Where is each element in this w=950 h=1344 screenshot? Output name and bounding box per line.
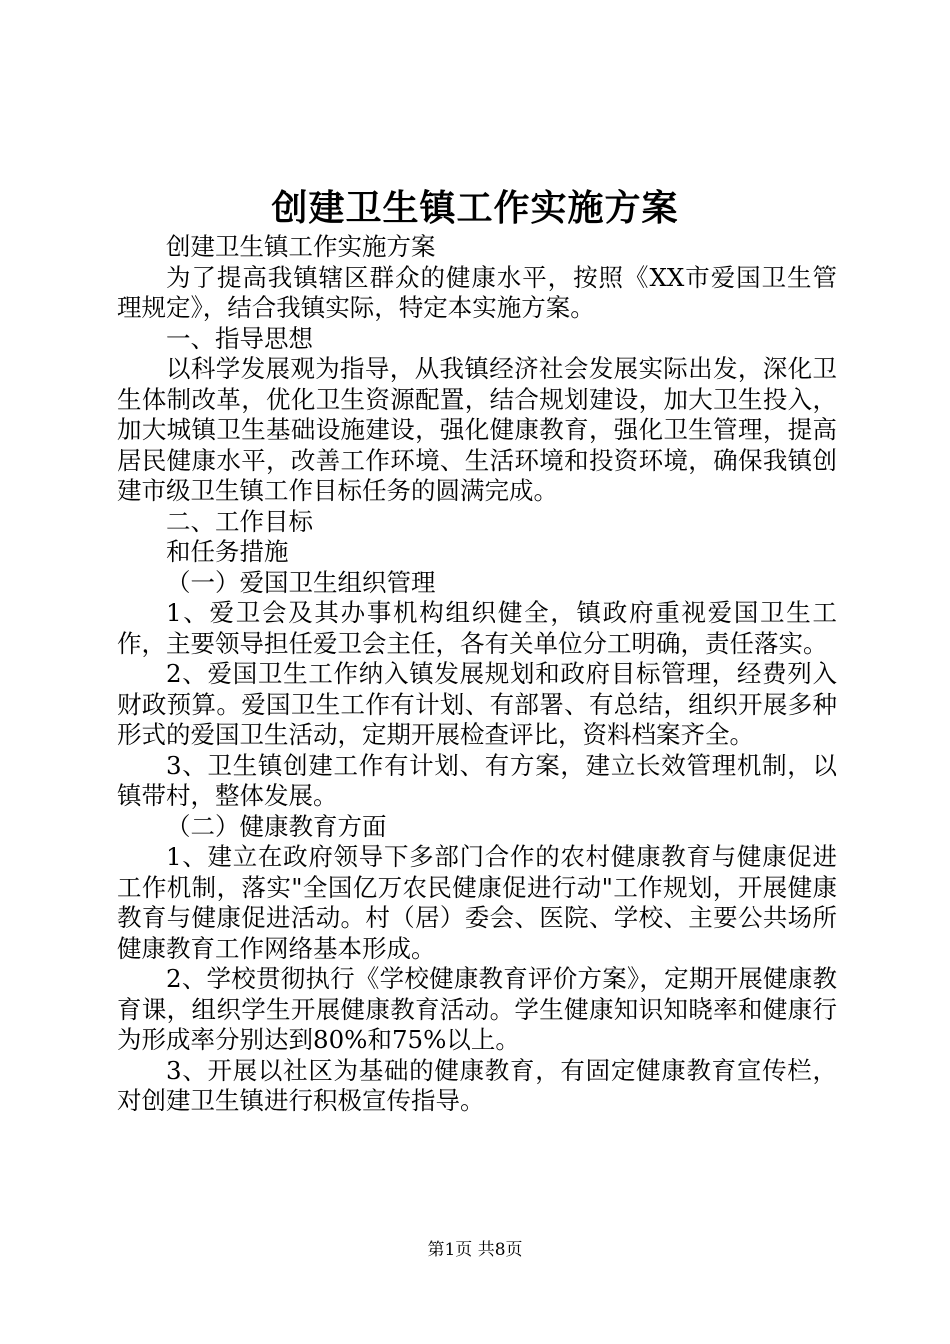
document-body [117, 232, 837, 1117]
paragraph-item: 2、爱国卫生工作纳入镇发展规划和政府目标管理，经费列入财政预算。爱国卫生工作有计划、有部署、有总结，组织开展多种形式的爱国卫生活动，定期开展检查评比，资料档案齐全。 [117, 659, 837, 749]
section-heading-guiding-ideology: 一、指导思想 [166, 323, 313, 353]
paragraph-guiding-ideology: 以科学发展观为指导，从我镇经济社会发展实际出发，深化卫生体制改革，优化卫生资源配置，结合规划建设，加大卫生投入，加大城镇卫生基础设施建设，强化健康教育，强化卫生管理，提高居民健康水平，改善工作环境、生活环境和投资环境，确保我镇创建市级卫生镇工作目标任务的圆满完成。 [117, 354, 837, 505]
section-heading-work-goals: 二、工作目标 [166, 506, 313, 536]
paragraph-intro: 为了提高我镇辖区群众的健康水平，按照《XX市爱国卫生管理规定》，结合我镇实际，特定本实施方案。 [117, 262, 837, 322]
paragraph-item: 3、卫生镇创建工作有计划、有方案，建立长效管理机制，以镇带村，整体发展。 [117, 750, 837, 810]
section-heading-work-goals-cont: 和任务措施 [166, 537, 289, 566]
paragraph-item: 1、爱卫会及其办事机构组织健全，镇政府重视爱国卫生工作，主要领导担任爱卫会主任，各有关单位分工明确，责任落实。 [117, 598, 837, 658]
page-number: 第1页 共8页 [427, 1240, 523, 1260]
subsection-heading-organization: （一）爱国卫生组织管理 [166, 567, 436, 597]
paragraph-subtitle: 创建卫生镇工作实施方案 [166, 232, 436, 261]
paragraph-item: 3、开展以社区为基础的健康教育，有固定健康教育宣传栏，对创建卫生镇进行积极宣传指导。 [117, 1055, 837, 1115]
document-title: 创建卫生镇工作实施方案 [271, 187, 679, 229]
subsection-heading-health-education: （二）健康教育方面 [166, 811, 387, 841]
paragraph-item: 1、建立在政府领导下多部门合作的农村健康教育与健康促进工作机制，落实"全国亿万农民健康促进行动"工作规划，开展健康教育与健康促进活动。村（居）委会、医院、学校、主要公共场所健康教育工作网络基本形成。 [117, 842, 837, 963]
paragraph-item: 2、学校贯彻执行《学校健康教育评价方案》，定期开展健康教育课，组织学生开展健康教育活动。学生健康知识知晓率和健康行为形成率分别达到80%和75%以上。 [117, 964, 837, 1054]
